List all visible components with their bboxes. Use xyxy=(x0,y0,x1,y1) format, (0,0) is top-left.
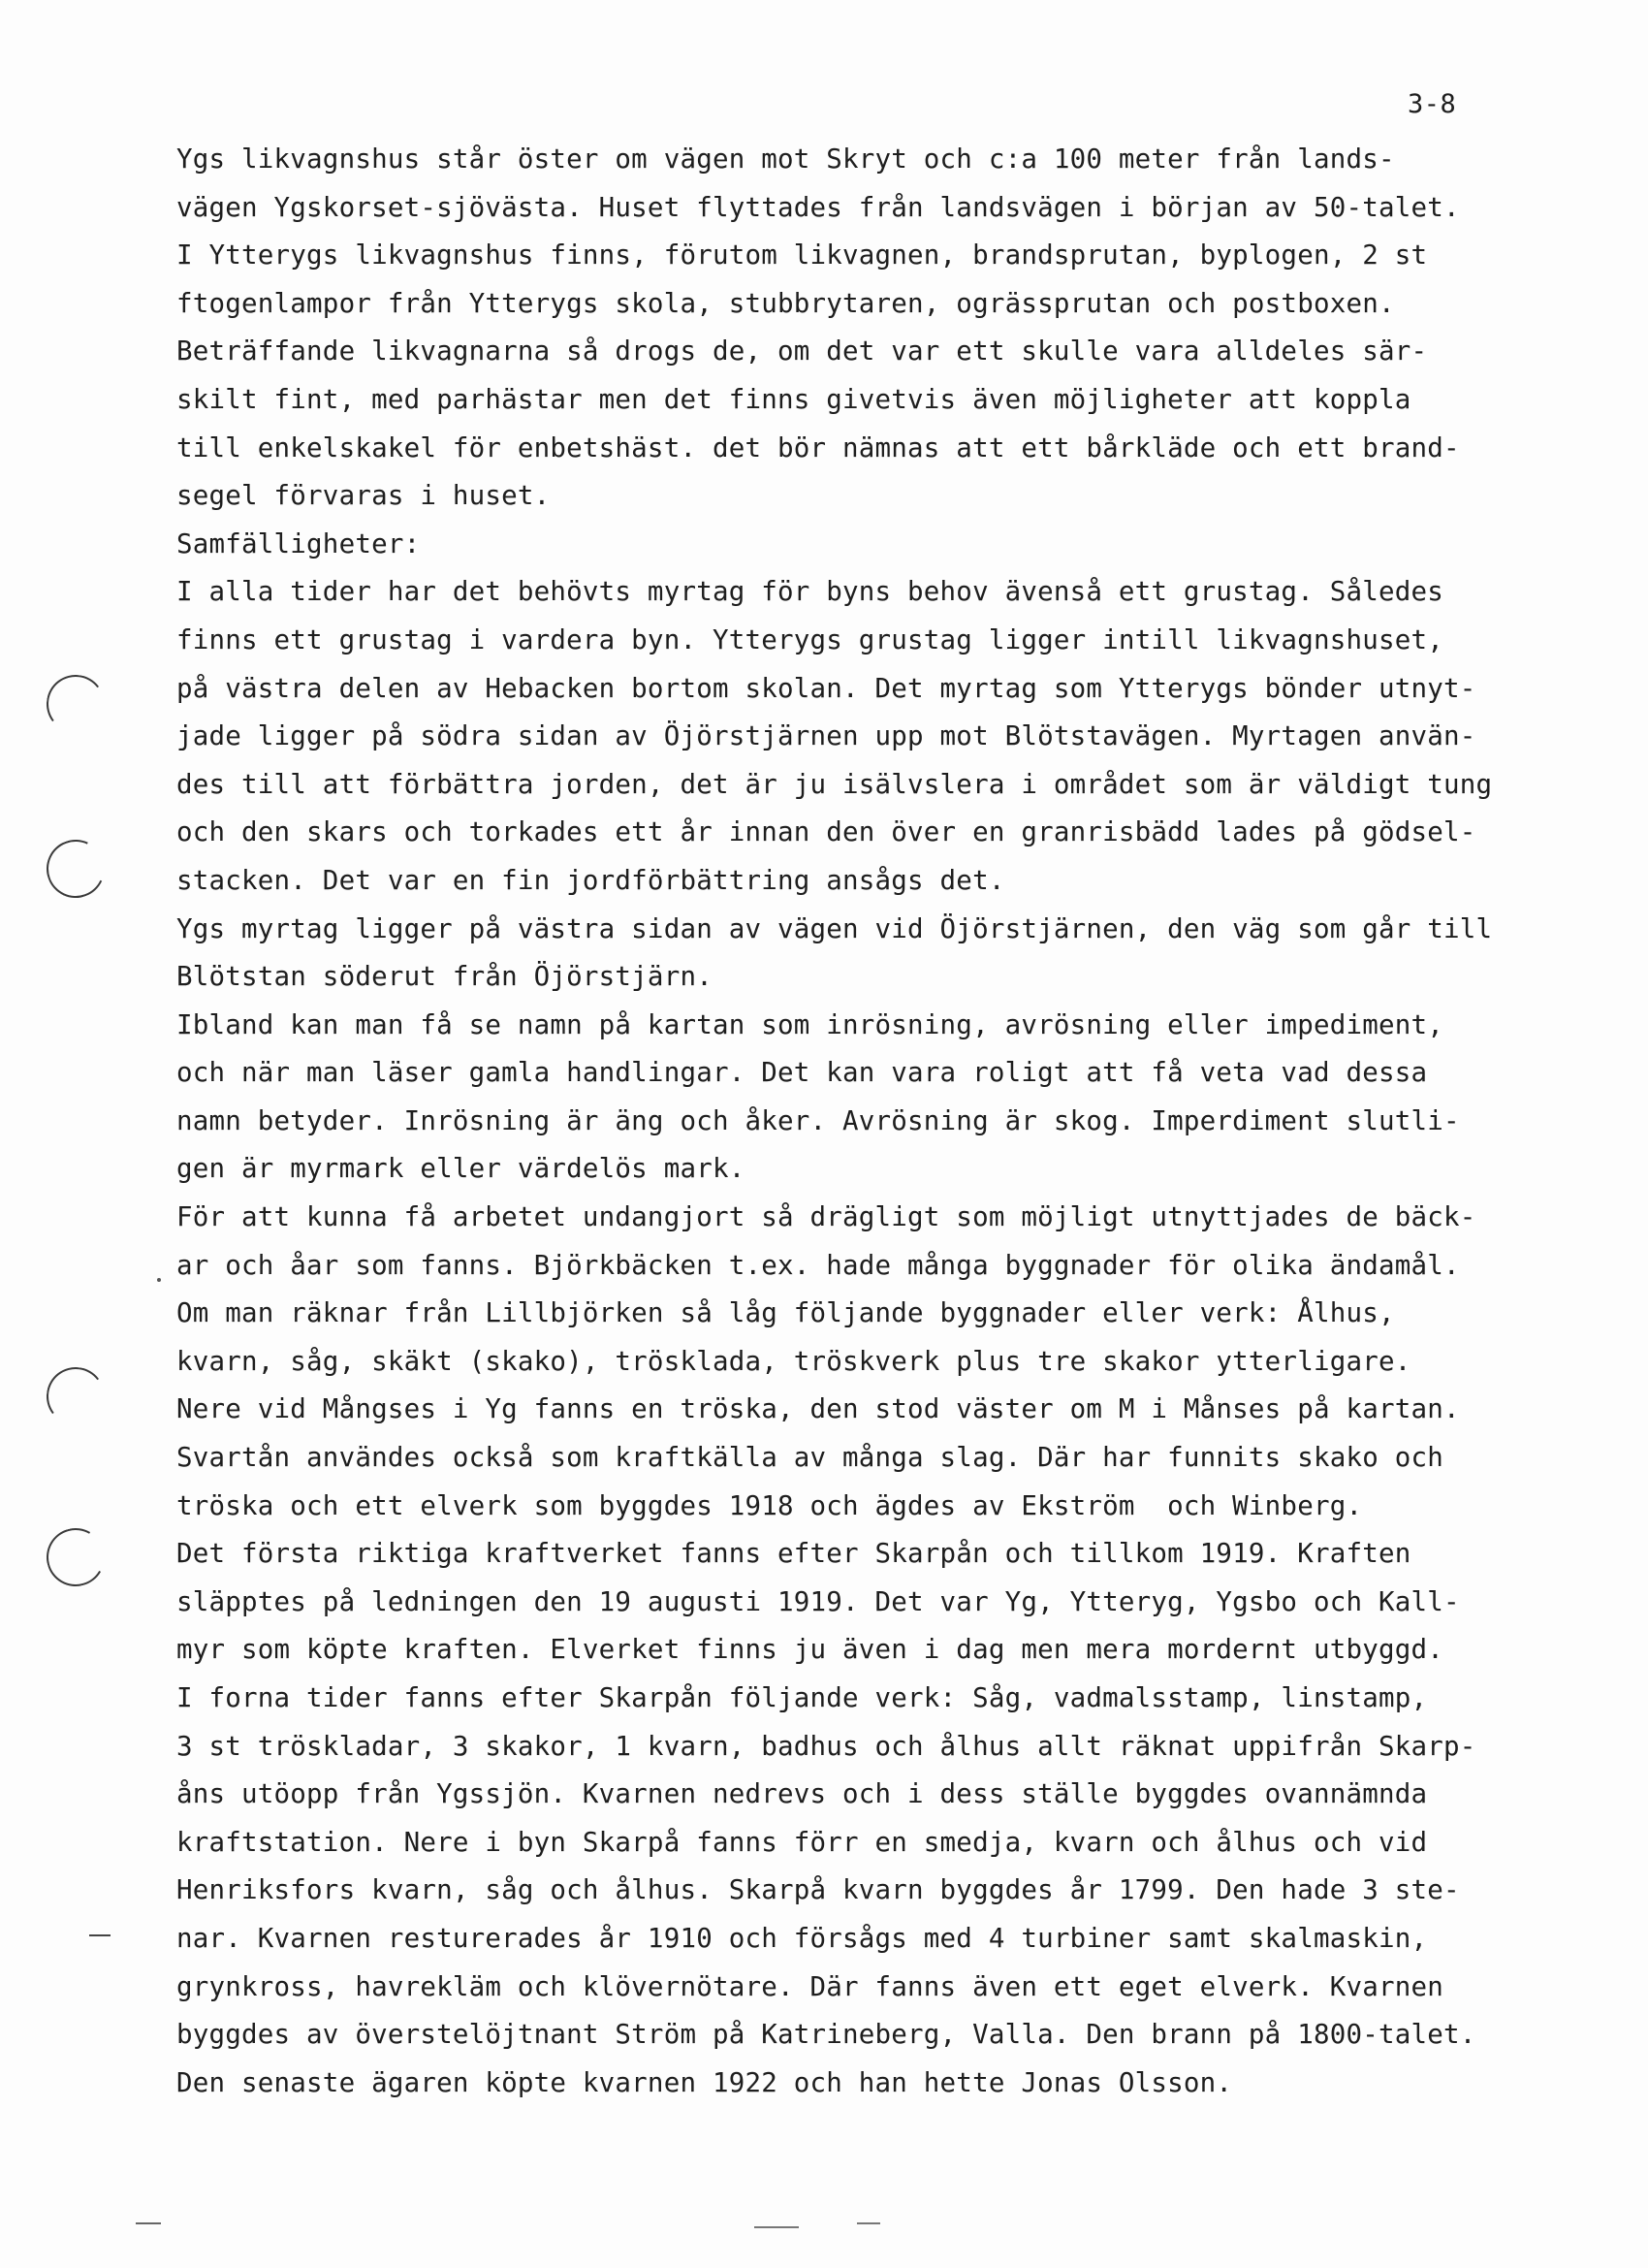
text-line: kraftstation. Nere i byn Skarpå fanns förr en smedja, kvarn och ålhus och vid xyxy=(176,1826,1428,1858)
text-line: vägen Ygskorset-sjövästa. Huset flyttades från landsvägen i början av 50-talet. xyxy=(176,191,1460,223)
text-line: myr som köpte kraften. Elverket finns ju även i dag men mera mordernt utbyggd. xyxy=(176,1634,1443,1666)
text-line: släpptes på ledningen den 19 augusti 1919. Det var Yg, Ytteryg, Ygsbo och Kall- xyxy=(176,1585,1460,1617)
page-curl-mark xyxy=(40,1521,111,1592)
text-line: 3 st tröskladar, 3 skakor, 1 kvarn, badhus och ålhus allt räknat uppifrån Skarp- xyxy=(176,1730,1476,1762)
text-line: segel förvaras i huset. xyxy=(176,480,551,512)
text-line: Ygs likvagnshus står öster om vägen mot Skryt och c:a 100 meter från lands- xyxy=(176,144,1395,175)
text-line: För att kunna få arbetet undangjort så drägligt som möjligt utnyttjades de bäck- xyxy=(176,1201,1476,1233)
text-line: ar och åar som fanns. Björkbäcken t.ex. hade många byggnader för olika ändamål. xyxy=(176,1249,1460,1281)
text-line: nar. Kvarnen resturerades år 1910 och försågs med 4 turbiner samt skalmaskin, xyxy=(176,1922,1428,1954)
margin-tick xyxy=(136,2222,161,2224)
section-heading: Samfälligheter: xyxy=(176,527,421,559)
page-curl-mark xyxy=(43,671,109,737)
page-curl-mark xyxy=(39,832,113,907)
margin-tick xyxy=(754,2226,799,2228)
text-line: Henriksfors kvarn, såg och ålhus. Skarpå kvarn byggdes år 1799. Den hade 3 ste- xyxy=(176,1874,1460,1906)
page-curl-mark xyxy=(43,1363,109,1429)
text-line: kvarn, såg, skäkt (skako), trösklada, tröskverk plus tre skakor ytterligare. xyxy=(176,1345,1411,1377)
text-line: och den skars och torkades ett år innan den över en granrisbädd lades på gödsel- xyxy=(176,816,1476,848)
body-text xyxy=(176,136,1514,2107)
text-line: Den senaste ägaren köpte kvarnen 1922 och han hette Jonas Olsson. xyxy=(176,2066,1233,2098)
text-line: ftogenlampor från Ytterygs skola, stubbrytaren, ogrässprutan och postboxen. xyxy=(176,287,1395,319)
text-line: des till att förbättra jorden, det är ju isälvslera i området som är väldigt tung xyxy=(176,768,1493,800)
text-line: och när man läser gamla handlingar. Det kan vara roligt att få veta vad dessa xyxy=(176,1057,1428,1089)
page-number: 3-8 xyxy=(1408,89,1457,119)
text-line: Svartån användes också som kraftkälla av många slag. Där har funnits skako och xyxy=(176,1442,1443,1474)
margin-dot xyxy=(157,1278,161,1282)
text-line: namn betyder. Inrösning är äng och åker. Avrösning är skog. Imperdiment slutli- xyxy=(176,1104,1460,1136)
text-line: stacken. Det var en fin jordförbättring ansågs det. xyxy=(176,864,1005,896)
text-line: grynkross, havrekläm och klövernötare. Där fanns även ett eget elverk. Kvarnen xyxy=(176,1970,1443,2002)
text-line: I alla tider har det behövts myrtag för byns behov ävenså ett grustag. Således xyxy=(176,576,1443,608)
text-line: tröska och ett elverk som byggdes 1918 och ägdes av Ekström och Winberg. xyxy=(176,1489,1363,1521)
text-line: Om man räknar från Lillbjörken så låg följande byggnader eller verk: Ålhus, xyxy=(176,1297,1395,1329)
text-line: till enkelskakel för enbetshäst. det bör nämnas att ett bårkläde och ett brand- xyxy=(176,431,1460,463)
text-line: I Ytterygs likvagnshus finns, förutom likvagnen, brandsprutan, byplogen, 2 st xyxy=(176,240,1428,272)
text-line: Ibland kan man få se namn på kartan som inrösning, avrösning eller impediment, xyxy=(176,1008,1443,1040)
text-line: jade ligger på södra sidan av Öjörstjärnen upp mot Blötstavägen. Myrtagen använ- xyxy=(176,720,1476,752)
text-line: Nere vid Mångses i Yg fanns en tröska, den stod väster om M i Månses på kartan. xyxy=(176,1393,1460,1425)
text-line: I forna tider fanns efter Skarpån följande verk: Såg, vadmalsstamp, linstamp, xyxy=(176,1682,1428,1713)
text-line: Ygs myrtag ligger på västra sidan av vägen vid Öjörstjärnen, den väg som går till xyxy=(176,912,1493,944)
text-line: skilt fint, med parhästar men det finns givetvis även möjligheter att koppla xyxy=(176,383,1411,415)
text-line: på västra delen av Hebacken bortom skolan. Det myrtag som Ytterygs bönder utnyt- xyxy=(176,672,1476,704)
text-line: finns ett grustag i vardera byn. Ytterygs grustag ligger intill likvagnshuset, xyxy=(176,623,1443,655)
text-line: Blötstan söderut från Öjörstjärn. xyxy=(176,961,713,993)
text-line: Beträffande likvagnarna så drogs de, om det var ett skulle vara alldeles sär- xyxy=(176,335,1428,367)
text-line: byggdes av överstelöjtnant Ström på Katrineberg, Valla. Den brann på 1800-talet. xyxy=(176,2019,1476,2051)
margin-tick xyxy=(89,1934,111,1936)
text-line: åns utöopp från Ygssjön. Kvarnen nedrevs och i dess ställe byggdes ovannämnda xyxy=(176,1778,1428,1810)
text-line: gen är myrmark eller värdelös mark. xyxy=(176,1153,745,1185)
margin-tick xyxy=(857,2222,880,2224)
text-line: Det första riktiga kraftverket fanns efter Skarpån och tillkom 1919. Kraften xyxy=(176,1538,1411,1570)
